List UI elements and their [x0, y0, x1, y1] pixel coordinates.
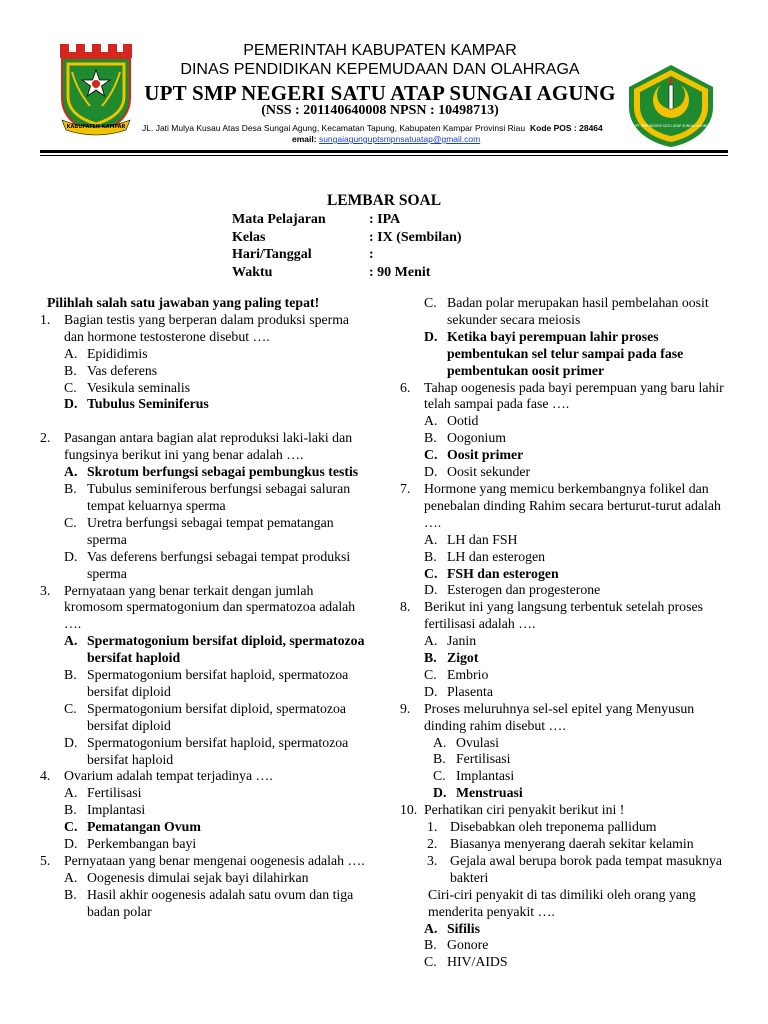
question-text: Ovarium adalah tempat terjadinya …. — [64, 768, 273, 784]
option-letter: A. — [64, 464, 78, 480]
question-number: 4. — [40, 768, 51, 784]
kampar-regency-crest-icon — [58, 42, 134, 138]
question-number: 3. — [40, 582, 51, 598]
option-letter: A. — [424, 920, 438, 936]
answer-option[interactable] — [40, 735, 370, 769]
characteristic-item — [400, 819, 735, 836]
answer-option[interactable] — [400, 768, 735, 785]
option-text: LH dan FSH — [447, 531, 518, 547]
answer-option[interactable] — [40, 836, 370, 853]
answer-option[interactable] — [40, 515, 370, 549]
answer-option-correct[interactable] — [400, 447, 735, 464]
answer-option-correct[interactable] — [40, 464, 370, 481]
exam-info-value: : 90 Menit — [369, 264, 431, 280]
school-ids: (NSS : 201140640008 NPSN : 10498713) — [261, 103, 499, 118]
question-followup: Ciri-ciri penyakit di tas dimiliki oleh orang yang menderita penyakit …. — [428, 886, 696, 919]
option-text: Uretra berfungsi sebagai tempat pematangan sperma — [87, 514, 334, 547]
answer-option[interactable] — [400, 464, 735, 481]
characteristic-item — [400, 853, 735, 887]
question-text: Pernyataan yang benar terkait dengan jumlah kromosom spermatogonium dan spermatozoa adalah …. — [64, 582, 356, 632]
option-text: Vas deferens berfungsi sebagai tempat produksi sperma — [87, 548, 351, 581]
letterhead-rule-thin — [40, 155, 728, 156]
option-letter: D. — [64, 548, 78, 564]
answer-option-correct[interactable] — [40, 396, 370, 413]
option-letter: C. — [424, 447, 438, 463]
question — [40, 853, 370, 870]
option-text: Epididimis — [87, 345, 148, 361]
item-number: 2. — [427, 836, 438, 851]
option-letter: B. — [64, 802, 77, 818]
option-letter: C. — [64, 379, 77, 395]
option-letter: D. — [64, 734, 78, 750]
letterhead-rule-thick — [40, 150, 728, 153]
answer-option[interactable] — [400, 937, 735, 954]
option-text: Ootid — [447, 413, 479, 429]
svg-text:UPT SMP NEGERI SATU ATAP SUNGA: UPT SMP NEGERI SATU ATAP SUNGAI AGUNG — [633, 124, 709, 128]
school-emblem-icon — [625, 63, 717, 149]
question-number: 2. — [40, 430, 51, 446]
question — [40, 768, 370, 785]
option-letter: A. — [424, 531, 438, 547]
option-text: Spermatogonium bersifat diploid, spermatozoa bersifat haploid — [87, 633, 365, 666]
answer-option[interactable] — [400, 295, 735, 329]
exam-info-row — [232, 265, 462, 283]
letterhead — [0, 0, 768, 160]
option-letter: D. — [424, 328, 438, 344]
characteristic-item — [400, 836, 735, 853]
option-letter: D. — [433, 785, 447, 801]
question-spacer — [40, 413, 370, 430]
answer-option[interactable] — [400, 684, 735, 701]
option-text: Badan polar merupakan hasil pembelahan oosit sekunder secara meiosis — [447, 295, 709, 327]
instruction: Pilihlah salah satu jawaban yang paling tepat! — [47, 295, 320, 310]
option-letter: C. — [64, 700, 77, 716]
question-text: Pasangan antara bagian alat reproduksi laki-laki dan fungsinya berikut ini yang benar adalah …. — [64, 430, 353, 463]
option-letter: A. — [64, 633, 78, 649]
answer-option-correct[interactable] — [400, 566, 735, 583]
answer-option[interactable] — [400, 549, 735, 566]
option-text: Fertilisasi — [87, 785, 142, 801]
exam-info — [232, 212, 462, 282]
option-text: Skrotum berfungsi sebagai pembungkus testis — [87, 464, 359, 480]
option-text: Oogenesis dimulai sejak bayi dilahirkan — [87, 869, 309, 885]
questions-right-column — [400, 295, 735, 971]
option-letter: D. — [64, 396, 78, 412]
question-text: Hormone yang memicu berkembangnya folikel dan penebalan dinding Rahim secara berturut-turut adalah …. — [424, 480, 721, 530]
exam-info-row — [232, 212, 462, 230]
item-text: Disebabkan oleh treponema pallidum — [450, 819, 657, 835]
answer-option[interactable] — [40, 887, 370, 921]
answer-option-correct[interactable] — [40, 819, 370, 836]
option-text: Tubulus Seminiferus — [87, 396, 209, 412]
exam-info-key: Kelas — [232, 229, 266, 245]
option-text: Ovulasi — [456, 734, 499, 750]
option-letter: C. — [433, 768, 446, 784]
answer-option[interactable] — [400, 582, 735, 599]
option-letter: C. — [424, 954, 437, 970]
answer-option-correct[interactable] — [40, 633, 370, 667]
option-letter: A. — [424, 413, 438, 429]
answer-option[interactable] — [40, 785, 370, 802]
option-letter: A. — [424, 633, 438, 649]
email-label: email: — [292, 134, 317, 144]
option-letter: B. — [424, 548, 437, 564]
option-text: HIV/AIDS — [447, 954, 508, 970]
question — [40, 430, 370, 464]
option-text: Implantasi — [456, 768, 515, 784]
option-letter: B. — [424, 937, 437, 953]
question-text: Tahap oogenesis pada bayi perempuan yang baru lahir telah sampai pada fase …. — [424, 379, 724, 412]
answer-option[interactable] — [40, 667, 370, 701]
option-letter: D. — [64, 836, 78, 852]
option-letter: D. — [424, 683, 438, 699]
option-letter: A. — [433, 734, 447, 750]
option-letter: C. — [64, 514, 77, 530]
option-letter: D. — [424, 464, 438, 480]
question-number: 7. — [400, 480, 411, 496]
option-text: Spermatogonium bersifat haploid, spermatozoa bersifat haploid — [87, 734, 349, 767]
option-text: Oosit primer — [447, 447, 524, 463]
item-number: 1. — [427, 819, 438, 835]
question-number: 1. — [40, 311, 51, 327]
option-letter: B. — [64, 481, 77, 497]
option-text: Pematangan Ovum — [87, 819, 201, 835]
option-text: Sifilis — [447, 920, 480, 936]
option-letter: D. — [424, 582, 438, 598]
question-text: Perhatikan ciri penyakit berikut ini ! — [424, 802, 625, 818]
option-text: Ketika bayi perempuan lahir proses pembentukan sel telur sampai pada fase pembentukan oosit primer — [447, 328, 684, 378]
department-name: DINAS PENDIDIKAN KEPEMUDAAN DAN OLAHRAGA — [180, 61, 580, 78]
question-number: 10. — [400, 802, 418, 818]
answer-option-correct[interactable] — [400, 329, 735, 380]
option-letter: B. — [64, 667, 77, 683]
questions-left-column — [40, 295, 370, 921]
answer-option[interactable] — [400, 633, 735, 650]
option-letter: C. — [64, 819, 78, 835]
item-text: Biasanya menyerang daerah sekitar kelamin — [450, 836, 694, 851]
page-title: LEMBAR SOAL — [326, 192, 442, 209]
question-text: Berikut ini yang langsung terbentuk setelah proses fertilisasi adalah …. — [424, 599, 703, 632]
email-line — [292, 134, 480, 144]
option-text: FSH dan esterogen — [447, 565, 559, 581]
option-text: Perkembangan bayi — [87, 836, 197, 852]
answer-option[interactable] — [40, 802, 370, 819]
answer-option[interactable] — [40, 380, 370, 397]
option-letter: B. — [424, 650, 437, 666]
option-text: Spermatogonium bersifat haploid, spermatozoa bersifat diploid — [87, 667, 349, 699]
option-text: Gonore — [447, 937, 489, 953]
email-link[interactable]: sungaiagunguptsmpnsatuatap@gmail.com — [318, 134, 481, 144]
exam-info-row — [232, 230, 462, 248]
option-letter: B. — [64, 886, 77, 902]
option-text: Vesikula seminalis — [87, 379, 191, 395]
option-text: Implantasi — [87, 802, 146, 818]
item-number: 3. — [427, 852, 438, 868]
answer-option[interactable] — [40, 363, 370, 380]
option-text: Hasil akhir oogenesis adalah satu ovum dan tiga badan polar — [87, 886, 354, 919]
exam-info-value: : IX (Sembilan) — [369, 229, 462, 245]
answer-option-correct[interactable] — [400, 921, 735, 938]
school-name: UPT SMP NEGERI SATU ATAP SUNGAI AGUNG — [144, 81, 616, 105]
question-number: 9. — [400, 700, 411, 716]
question-number: 6. — [400, 379, 411, 395]
question — [400, 701, 735, 735]
svg-text:KABUPATEN KAMPAR: KABUPATEN KAMPAR — [66, 124, 126, 130]
option-letter: A. — [64, 785, 78, 801]
answer-option[interactable] — [400, 735, 735, 752]
question-text: Pernyataan yang benar mengenai oogenesis adalah …. — [64, 853, 365, 868]
answer-option[interactable] — [400, 954, 735, 971]
school-address: JL. Jati Mulya Kusau Atas Desa Sungai Agung, Kecamatan Tapung, Kabupaten Kampar Provinsi Riau — [142, 123, 526, 133]
question — [400, 380, 735, 414]
option-letter: C. — [424, 666, 437, 682]
option-text: Oosit sekunder — [447, 464, 531, 480]
exam-info-key: Waktu — [232, 264, 273, 280]
option-letter: C. — [424, 295, 437, 310]
option-letter: A. — [64, 869, 78, 885]
question — [40, 312, 370, 346]
option-text: Esterogen dan progesterone — [447, 582, 601, 598]
item-text: Gejala awal berupa borok pada tempat masuknya bakteri — [450, 852, 722, 885]
question — [400, 802, 735, 819]
option-letter: B. — [64, 362, 77, 378]
exam-info-value: : — [369, 247, 374, 262]
exam-info-key: Hari/Tanggal — [232, 247, 312, 262]
option-text: Vas deferens — [87, 362, 158, 378]
option-text: Embrio — [447, 666, 489, 682]
option-text: Plasenta — [447, 683, 493, 699]
option-letter: B. — [433, 751, 446, 767]
answer-option[interactable] — [40, 870, 370, 887]
option-text: LH dan esterogen — [447, 548, 546, 564]
answer-option[interactable] — [400, 751, 735, 768]
question-text: Proses meluruhnya sel-sel epitel yang Menyusun dinding rahim disebut …. — [424, 700, 695, 733]
option-text: Oogonium — [447, 430, 507, 446]
question-number: 8. — [400, 599, 411, 615]
answer-option[interactable] — [40, 549, 370, 583]
answer-option[interactable] — [400, 532, 735, 549]
answer-option[interactable] — [400, 667, 735, 684]
question — [400, 481, 735, 532]
exam-info-key: Mata Pelajaran — [232, 212, 326, 227]
answer-option[interactable] — [40, 346, 370, 363]
government-name: PEMERINTAH KABUPATEN KAMPAR — [243, 42, 517, 59]
answer-option-correct[interactable] — [400, 785, 735, 802]
answer-option[interactable] — [40, 701, 370, 735]
option-letter: C. — [424, 565, 438, 581]
option-letter: B. — [424, 430, 437, 446]
question-text: Bagian testis yang berperan dalam produksi sperma dan hormone testosterone disebut …. — [64, 311, 350, 344]
answer-option-correct[interactable] — [400, 650, 735, 667]
option-letter: A. — [64, 345, 78, 361]
answer-option[interactable] — [40, 481, 370, 515]
option-text: Janin — [447, 633, 477, 649]
question — [40, 583, 370, 634]
answer-option[interactable] — [400, 413, 735, 430]
option-text: Zigot — [447, 650, 479, 666]
exam-info-row — [232, 247, 462, 265]
option-text: Tubulus seminiferous berfungsi sebagai saluran tempat keluarnya sperma — [87, 481, 351, 513]
postal-code: Kode POS : 28464 — [530, 123, 603, 133]
option-text: Fertilisasi — [456, 751, 511, 767]
answer-option[interactable] — [400, 430, 735, 447]
option-text: Spermatogonium bersifat diploid, spermatozoa bersifat diploid — [87, 700, 347, 733]
question — [400, 599, 735, 633]
question-number: 5. — [40, 853, 51, 868]
exam-info-value: : IPA — [369, 212, 401, 227]
option-text: Menstruasi — [456, 785, 523, 801]
